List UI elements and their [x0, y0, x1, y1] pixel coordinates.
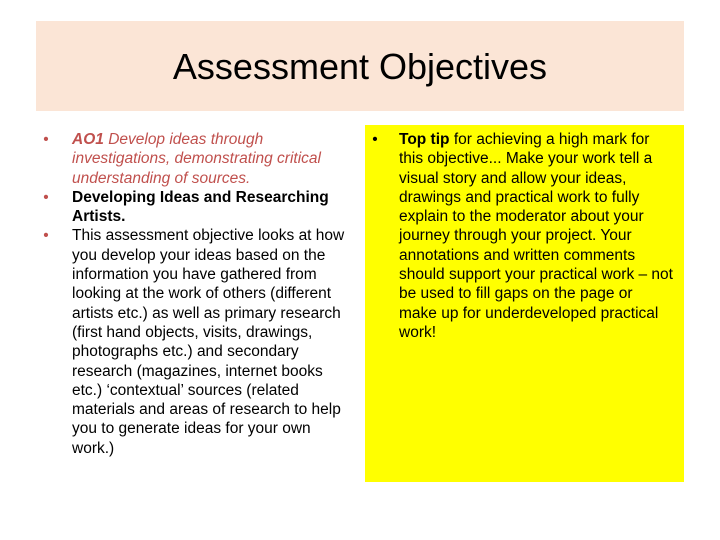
bullet-icon: •: [372, 131, 378, 148]
left-column: [36, 130, 356, 458]
bullet-icon: •: [43, 131, 49, 148]
objective-body: This assessment objective looks at how you develop your ideas based on the information you have gathered from looking at the work of others (different artists etc.) as well as primary research (first hand objects, visits, drawings, photographs etc.) and secondary research (magazines, internet books etc.) ‘contextual’ sources (related materials and areas of research to help you to generate ideas for your own work.): [72, 227, 345, 457]
bullet-ao1: [36, 130, 356, 188]
top-tip-box: [365, 125, 684, 482]
top-tip-label: Top tip: [399, 131, 454, 148]
bullet-top-tip: [365, 130, 684, 342]
bullet-icon: •: [43, 227, 49, 245]
objective-heading: Developing Ideas and Researching Artists.: [72, 188, 329, 226]
top-tip-text: for achieving a high mark for this objective... Make your work tell a visual story and allow your ideas, drawings and practical work to fully explain to the moderator about your journey through your project. Your annotations and written comments should support your practical work – not be used to fill gaps on the page or make up for underdeveloped practical work!: [399, 131, 673, 341]
slide-title: Assessment Objectives: [172, 46, 548, 87]
bullet-icon: •: [43, 188, 49, 206]
ao-code: AO1: [72, 131, 109, 148]
bullet-heading: [36, 188, 356, 227]
title-band: [36, 21, 684, 111]
bullet-body: [36, 226, 356, 458]
ao-description: Develop ideas through investigations, demonstrating critical understanding of sources.: [72, 131, 321, 187]
